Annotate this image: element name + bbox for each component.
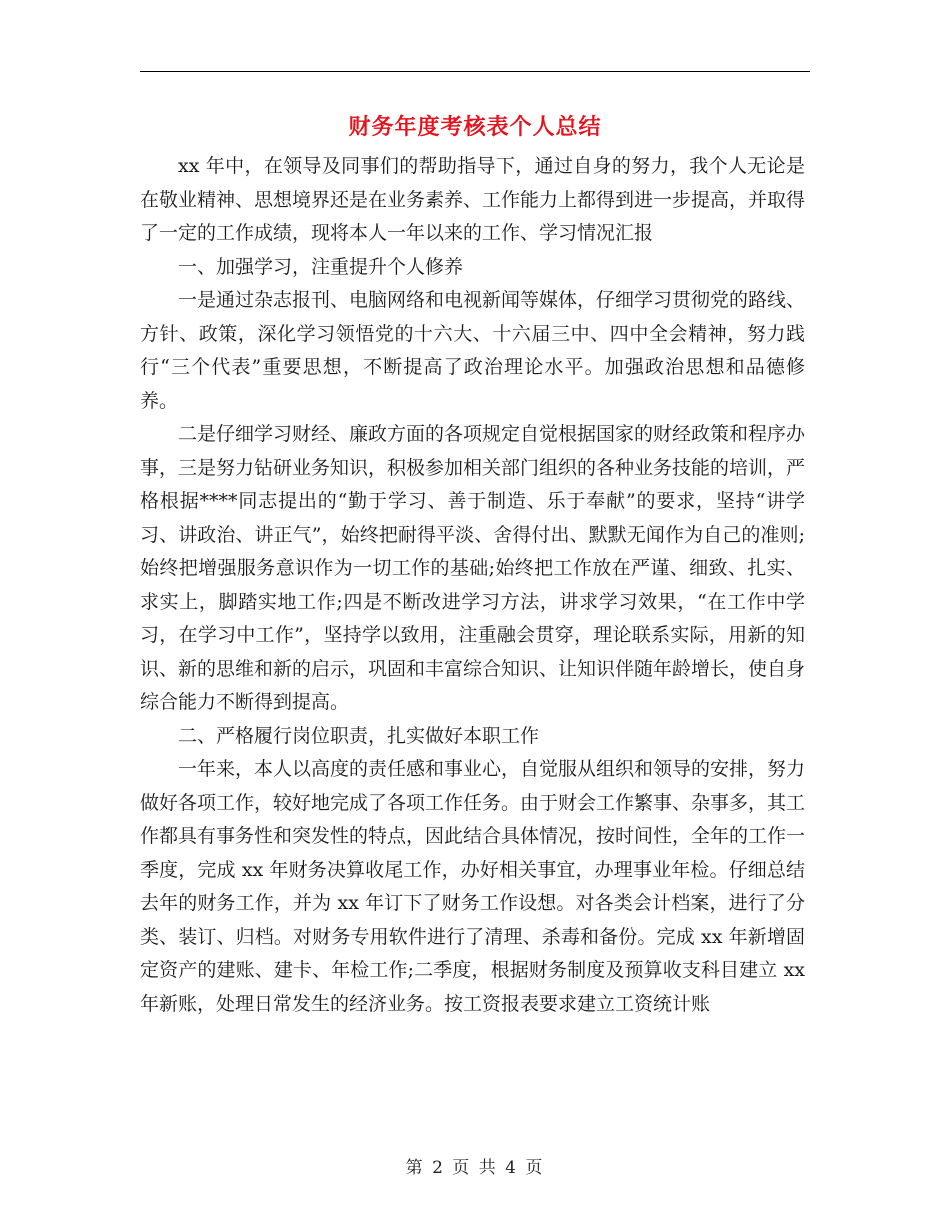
body-paragraph: 一年来，本人以高度的责任感和事业心，自觉服从组织和领导的安排，努力做好各项工作，较好地完成了各项工作任务。由于财会工作繁事、杂事多，其工作都具有事务性和突发性的特点，因此结合具体情况，按时间性，全年的工作一季度，完成 xx 年财务决算收尾工作，办好相关事宜，办理事业年检。仔细总结去年的财务工作，并为 xx 年订下了财务工作设想。对各类会计档案，进行了分类、装订、归档。对财务专用软件进行了清理、杀毒和备份。完成 xx 年新增固定资产的建账、建卡、年检工作;二季度，根据财务制度及预算收支科目建立 xx 年新账，处理日常发生的经济业务。按工资报表要求建立工资统计账: [140, 758, 806, 1015]
document-body: [140, 150, 805, 1021]
section-heading-1: 一、加强学习，注重提升个人修养: [178, 255, 464, 278]
section-heading-2: 二、严格履行岗位职责，扎实做好本职工作: [178, 724, 540, 747]
document-title: 财务年度考核表个人总结: [348, 114, 602, 140]
body-paragraph: 二是仔细学习财经、廉政方面的各项规定自觉根据国家的财经政策和程序办事，三是努力钻研业务知识，积极参加相关部门组织的各种业务技能的培训，严格根据****同志提出的“勤于学习、善于制造、乐于奉献”的要求，坚持“讲学习、讲政治、讲正气”，始终把耐得平淡、舍得付出、默默无闻作为自己的准则;始终把增强服务意识作为一切工作的基础;始终把工作放在严谨、细致、扎实、求实上，脚踏实地工作;四是不断改进学习方法，讲求学习效果，“在工作中学习，在学习中工作”，坚持学以致用，注重融会贯穿，理论联系实际，用新的知识、新的思维和新的启示，巩固和丰富综合知识、让知识伴随年龄增长，使自身综合能力不断得到提高。: [140, 423, 806, 713]
intro-paragraph: xx 年中，在领导及同事们的帮助指导下，通过自身的努力，我个人无论是在敬业精神、思想境界还是在业务素养、工作能力上都得到进一步提高，并取得了一定的工作成绩，现将本人一年以来的工作、学习情况汇报: [140, 155, 806, 244]
body-paragraph: 一是通过杂志报刊、电脑网络和电视新闻等媒体，仔细学习贯彻党的路线、方针、政策，深化学习领悟党的十六大、十六届三中、四中全会精神，努力践行“三个代表”重要思想，不断提高了政治理论水平。加强政治思想和品德修养。: [140, 289, 806, 412]
header-rule: [140, 71, 810, 72]
page-number: 第 2 页 共 4 页: [405, 1158, 545, 1178]
